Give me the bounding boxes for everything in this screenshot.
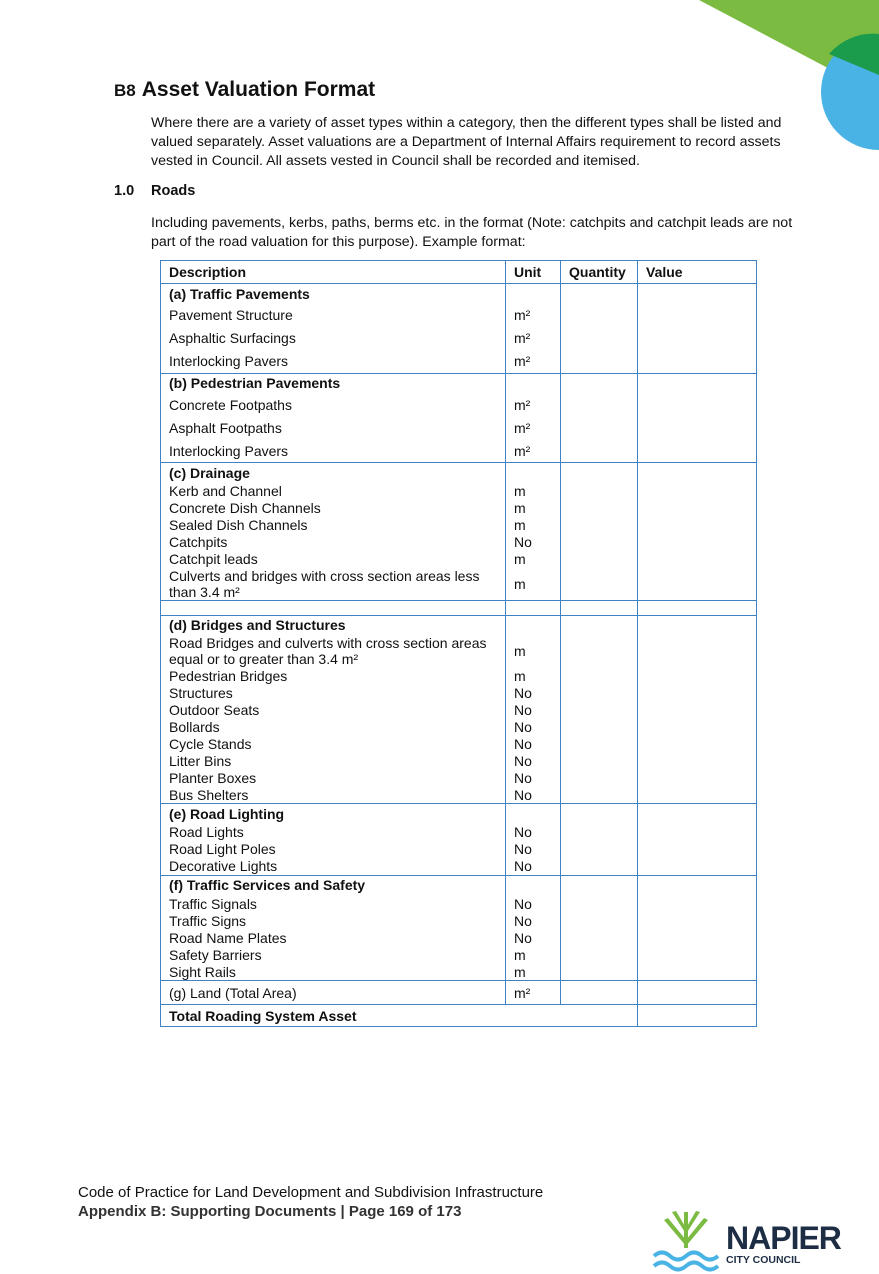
unit-cell: No	[506, 912, 561, 929]
table-header-row	[161, 261, 757, 284]
value-cell	[638, 463, 757, 483]
description-cell: Traffic Signs	[161, 912, 506, 929]
quantity-cell	[561, 824, 638, 841]
quantity-cell	[561, 568, 638, 601]
table-row	[161, 534, 757, 551]
value-cell	[638, 517, 757, 534]
description-cell: Culverts and bridges with cross section areas less than 3.4 m²	[161, 568, 506, 601]
value-cell	[638, 895, 757, 912]
table-row	[161, 929, 757, 946]
table-row	[161, 701, 757, 718]
quantity-cell	[561, 304, 638, 327]
value-cell	[638, 824, 757, 841]
unit-cell	[506, 804, 561, 824]
value-cell	[638, 416, 757, 439]
table-row	[161, 416, 757, 439]
quantity-cell	[561, 393, 638, 416]
total-label: Total Roading System Asset	[161, 1005, 638, 1027]
unit-cell: m	[506, 483, 561, 500]
quantity-cell	[561, 373, 638, 393]
table-row	[161, 551, 757, 568]
quantity-cell	[561, 327, 638, 350]
description-cell: Road Light Poles	[161, 841, 506, 858]
quantity-cell	[561, 735, 638, 752]
value-cell	[638, 304, 757, 327]
logo-subtitle: CITY COUNCIL	[726, 1254, 801, 1266]
table-row	[161, 500, 757, 517]
value-cell	[638, 350, 757, 374]
group-title: (a) Traffic Pavements	[161, 284, 506, 304]
group-title-row	[161, 463, 757, 483]
unit-cell: No	[506, 786, 561, 804]
quantity-cell	[561, 786, 638, 804]
quantity-cell	[561, 463, 638, 483]
spacer-row	[161, 600, 757, 615]
quantity-cell	[561, 500, 638, 517]
description-cell: Cycle Stands	[161, 735, 506, 752]
description-cell: Bollards	[161, 718, 506, 735]
intro-paragraph: Where there are a variety of asset types within a category, then the different types shall be listed and valued separately. Asset valuations are a Department of Internal Affairs requirement to record assets vested in Council. All assets vested in Council shall be recorded and itemised.	[151, 115, 782, 169]
table-row	[161, 963, 757, 981]
total-value-cell	[638, 1005, 757, 1027]
heading-title: Asset Valuation Format	[141, 78, 376, 101]
description-cell: Road Lights	[161, 824, 506, 841]
table-row	[161, 304, 757, 327]
unit-cell: m²	[506, 439, 561, 463]
group-title: (c) Drainage	[161, 463, 506, 483]
quantity-cell	[561, 635, 638, 667]
section-heading	[114, 183, 195, 199]
group-title-row	[161, 804, 757, 824]
quantity-cell	[561, 895, 638, 912]
description-cell: Traffic Signals	[161, 895, 506, 912]
asset-valuation-table	[160, 260, 757, 1027]
description-cell: Bus Shelters	[161, 786, 506, 804]
unit-cell: m	[506, 963, 561, 981]
description-cell: Road Bridges and culverts with cross section areas equal or to greater than 3.4 m²	[161, 635, 506, 667]
value-cell	[638, 483, 757, 500]
page-footer	[78, 1183, 543, 1221]
unit-cell: No	[506, 735, 561, 752]
table-row	[161, 912, 757, 929]
description-cell: Catchpits	[161, 534, 506, 551]
group-title-row	[161, 284, 757, 304]
group-title: (b) Pedestrian Pavements	[161, 373, 506, 393]
table-row	[161, 735, 757, 752]
unit-cell	[506, 875, 561, 895]
value-cell	[638, 684, 757, 701]
unit-cell	[506, 615, 561, 635]
quantity-cell	[561, 701, 638, 718]
table-row	[161, 327, 757, 350]
description-cell: (g) Land (Total Area)	[161, 981, 506, 1005]
description-cell: Asphalt Footpaths	[161, 416, 506, 439]
table-row	[161, 786, 757, 804]
footer-document-title: Code of Practice for Land Development and Subdivision Infrastructure	[78, 1184, 544, 1201]
description-cell: Outdoor Seats	[161, 701, 506, 718]
table-row	[161, 895, 757, 912]
unit-cell: No	[506, 752, 561, 769]
group-title-row	[161, 373, 757, 393]
value-cell	[638, 946, 757, 963]
description-cell: Interlocking Pavers	[161, 439, 506, 463]
quantity-cell	[561, 752, 638, 769]
unit-cell: No	[506, 895, 561, 912]
value-cell	[638, 981, 757, 1005]
value-cell	[638, 963, 757, 981]
unit-cell: m	[506, 667, 561, 684]
unit-cell: m	[506, 551, 561, 568]
description-cell: Road Name Plates	[161, 929, 506, 946]
unit-cell: m²	[506, 327, 561, 350]
table-row	[161, 635, 757, 667]
group-title: (e) Road Lighting	[161, 804, 506, 824]
group-title: (f) Traffic Services and Safety	[161, 875, 506, 895]
group-title-row	[161, 615, 757, 635]
quantity-cell	[561, 615, 638, 635]
value-cell	[638, 500, 757, 517]
napier-logo-text	[726, 1222, 841, 1266]
quantity-cell	[561, 416, 638, 439]
unit-cell	[506, 463, 561, 483]
spacer-cell	[506, 600, 561, 615]
quantity-cell	[561, 858, 638, 876]
quantity-cell	[561, 439, 638, 463]
value-cell	[638, 568, 757, 601]
quantity-cell	[561, 875, 638, 895]
unit-cell: No	[506, 701, 561, 718]
value-cell	[638, 769, 757, 786]
unit-cell: No	[506, 769, 561, 786]
unit-cell: m²	[506, 981, 561, 1005]
value-cell	[638, 439, 757, 463]
land-row	[161, 981, 757, 1005]
footer-page-info: Appendix B: Supporting Documents | Page 169 of 173	[78, 1203, 462, 1220]
quantity-cell	[561, 534, 638, 551]
description-cell: Planter Boxes	[161, 769, 506, 786]
unit-cell	[506, 284, 561, 304]
quantity-cell	[561, 769, 638, 786]
quantity-cell	[561, 981, 638, 1005]
table-row	[161, 752, 757, 769]
unit-cell: No	[506, 824, 561, 841]
heading-code: B8	[114, 81, 136, 100]
quantity-cell	[561, 841, 638, 858]
spacer-cell	[638, 600, 757, 615]
section-title: Roads	[151, 183, 196, 199]
description-cell: Asphaltic Surfacings	[161, 327, 506, 350]
table-row	[161, 667, 757, 684]
unit-cell: m²	[506, 393, 561, 416]
value-cell	[638, 534, 757, 551]
value-cell	[638, 912, 757, 929]
table-row	[161, 568, 757, 601]
section-paragraph: Including pavements, kerbs, paths, berms etc. in the format (Note: catchpits and catchpit leads are not part of the road valuation for this purpose). Example format:	[151, 215, 793, 250]
unit-cell: m	[506, 635, 561, 667]
unit-cell: No	[506, 534, 561, 551]
quantity-cell	[561, 929, 638, 946]
quantity-cell	[561, 912, 638, 929]
value-cell	[638, 752, 757, 769]
table-row	[161, 946, 757, 963]
description-cell: Concrete Dish Channels	[161, 500, 506, 517]
value-cell	[638, 786, 757, 804]
value-cell	[638, 718, 757, 735]
unit-cell	[506, 373, 561, 393]
unit-cell: m	[506, 500, 561, 517]
value-cell	[638, 373, 757, 393]
quantity-cell	[561, 718, 638, 735]
quantity-cell	[561, 667, 638, 684]
unit-cell: m	[506, 568, 561, 601]
value-cell	[638, 875, 757, 895]
spacer-cell	[161, 600, 506, 615]
unit-cell: m²	[506, 416, 561, 439]
value-cell	[638, 804, 757, 824]
description-cell: Decorative Lights	[161, 858, 506, 876]
description-cell: Sealed Dish Channels	[161, 517, 506, 534]
description-cell: Catchpit leads	[161, 551, 506, 568]
quantity-cell	[561, 684, 638, 701]
quantity-cell	[561, 284, 638, 304]
value-cell	[638, 635, 757, 667]
table-row	[161, 824, 757, 841]
logo-name: NAPIER	[726, 1220, 841, 1256]
unit-cell: m	[506, 517, 561, 534]
unit-cell: No	[506, 684, 561, 701]
table-row	[161, 483, 757, 500]
description-cell: Kerb and Channel	[161, 483, 506, 500]
description-cell: Safety Barriers	[161, 946, 506, 963]
table-row	[161, 393, 757, 416]
unit-cell: No	[506, 929, 561, 946]
quantity-cell	[561, 517, 638, 534]
description-cell: Sight Rails	[161, 963, 506, 981]
value-cell	[638, 841, 757, 858]
table-row	[161, 769, 757, 786]
table-row	[161, 841, 757, 858]
table-row	[161, 350, 757, 374]
quantity-cell	[561, 946, 638, 963]
quantity-cell	[561, 551, 638, 568]
description-cell: Pedestrian Bridges	[161, 667, 506, 684]
unit-cell: m²	[506, 304, 561, 327]
value-cell	[638, 327, 757, 350]
value-cell	[638, 701, 757, 718]
value-cell	[638, 284, 757, 304]
value-cell	[638, 929, 757, 946]
unit-cell: No	[506, 858, 561, 876]
description-cell: Pavement Structure	[161, 304, 506, 327]
group-title: (d) Bridges and Structures	[161, 615, 506, 635]
total-row	[161, 1005, 757, 1027]
unit-cell: m	[506, 946, 561, 963]
section-number: 1.0	[114, 183, 135, 199]
value-cell	[638, 551, 757, 568]
table-row	[161, 439, 757, 463]
unit-cell: No	[506, 841, 561, 858]
table-row	[161, 718, 757, 735]
spacer-cell	[561, 600, 638, 615]
col-header-quantity: Quantity	[561, 261, 638, 284]
description-cell: Litter Bins	[161, 752, 506, 769]
unit-cell: m²	[506, 350, 561, 374]
col-header-description: Description	[161, 261, 506, 284]
table-row	[161, 858, 757, 876]
quantity-cell	[561, 350, 638, 374]
quantity-cell	[561, 804, 638, 824]
page-heading	[114, 78, 375, 102]
value-cell	[638, 735, 757, 752]
quantity-cell	[561, 963, 638, 981]
value-cell	[638, 615, 757, 635]
unit-cell: No	[506, 718, 561, 735]
description-cell: Structures	[161, 684, 506, 701]
table-row	[161, 684, 757, 701]
group-title-row	[161, 875, 757, 895]
value-cell	[638, 858, 757, 876]
col-header-unit: Unit	[506, 261, 561, 284]
value-cell	[638, 393, 757, 416]
value-cell	[638, 667, 757, 684]
col-header-value: Value	[638, 261, 757, 284]
table-row	[161, 517, 757, 534]
description-cell: Interlocking Pavers	[161, 350, 506, 374]
description-cell: Concrete Footpaths	[161, 393, 506, 416]
quantity-cell	[561, 483, 638, 500]
